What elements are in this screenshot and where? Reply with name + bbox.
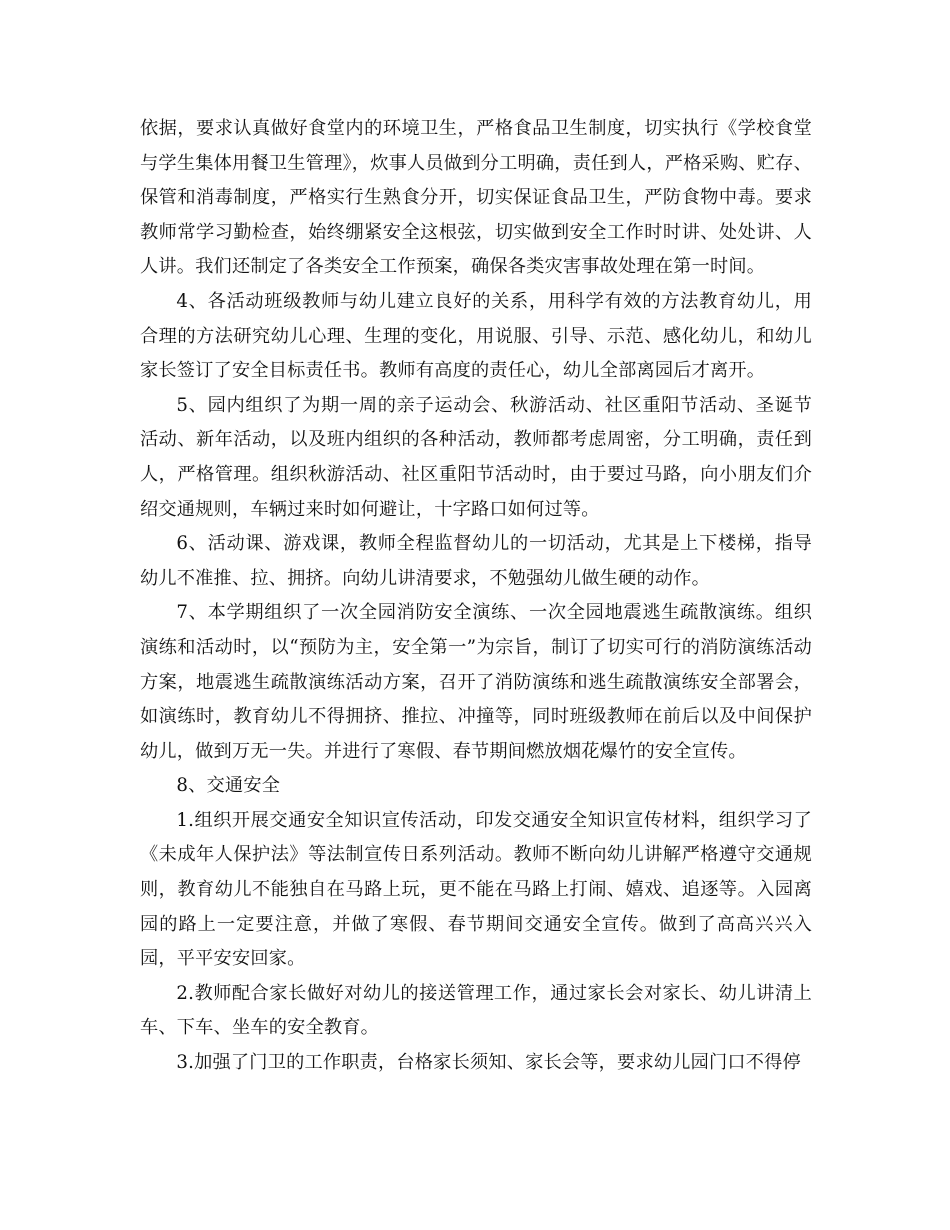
paragraph-item-6-supervision: 6、活动课、游戏课，教师全程监督幼儿的一切活动，尤其是上下楼梯，指导幼儿不准推、拉、拥挤。向幼儿讲清要求，不勉强幼儿做生硬的动作。 [140, 533, 812, 589]
paragraph-traffic-2: 2.教师配合家长做好对幼儿的接送管理工作，通过家长会对家长、幼儿讲清上车、下车、坐车的安全教育。 [140, 982, 812, 1039]
paragraph-item-7-drills: 7、本学期组织了一次全园消防安全演练、一次全园地震逃生疏散演练。组织演练和活动时，以“预防为主，安全第一”为宗旨，制订了切实可行的消防演练活动方案，地震逃生疏散演练活动方案，召开了消防演练和逃生疏散演练安全部署会，如演练时，教育幼儿不得拥挤、推拉、冲撞等，同时班级教师在前后以及中间保护幼儿，做到万无一失。并进行了寒假、春节期间燃放烟花爆竹的安全宣传。 [140, 602, 812, 762]
section-heading-traffic-safety: 8、交通安全 [176, 775, 281, 797]
paragraph-item-5-activities: 5、园内组织了为期一周的亲子运动会、秋游活动、社区重阳节活动、圣诞节活动、新年活动，以及班内组织的各种活动，教师都考虑周密，分工明确，责任到人，严格管理。组织秋游活动、社区重阳节活动时，由于要过马路，向小朋友们介绍交通规则，车辆过来时如何避让，十字路口如何过等。 [140, 394, 812, 520]
paragraph-traffic-1: 1.组织开展交通安全知识宣传活动，印发交通安全知识宣传材料，组织学习了《未成年人保护法》等法制宣传日系列活动。教师不断向幼儿讲解严格遵守交通规则，教育幼儿不能独自在马路上玩，更不能在马路上打闹、嬉戏、追逐等。入园离园的路上一定要注意，并做了寒假、春节期间交通安全宣传。做到了高高兴兴入园，平平安安回家。 [140, 809, 812, 970]
paragraph-item-4-teacher-relations: 4、各活动班级教师与幼儿建立良好的关系，用科学有效的方法教育幼儿，用合理的方法研究幼儿心理、生理的变化，用说服、引导、示范、感化幼儿，和幼儿家长签订了安全目标责任书。教师有高度的责任心，幼儿全部离园后才离开。 [140, 290, 812, 382]
paragraph-continuation-food-safety: 依据，要求认真做好食堂内的环境卫生，严格食品卫生制度，切实执行《学校食堂与学生集体用餐卫生管理》，炊事人员做到分工明确，责任到人，严格采购、贮存、保管和消毒制度，严格实行生熟食分开，切实保证食品卫生，严防食物中毒。要求教师常学习勤检查，始终绷紧安全这根弦，切实做到安全工作时时讲、处处讲、人人讲。我们还制定了各类安全工作预案，确保各类灾害事故处理在第一时间。 [140, 118, 812, 278]
paragraph-traffic-3: 3.加强了门卫的工作职责，台格家长须知、家长会等，要求幼儿园门口不得停 [176, 1052, 801, 1074]
document-body [140, 112, 812, 1081]
